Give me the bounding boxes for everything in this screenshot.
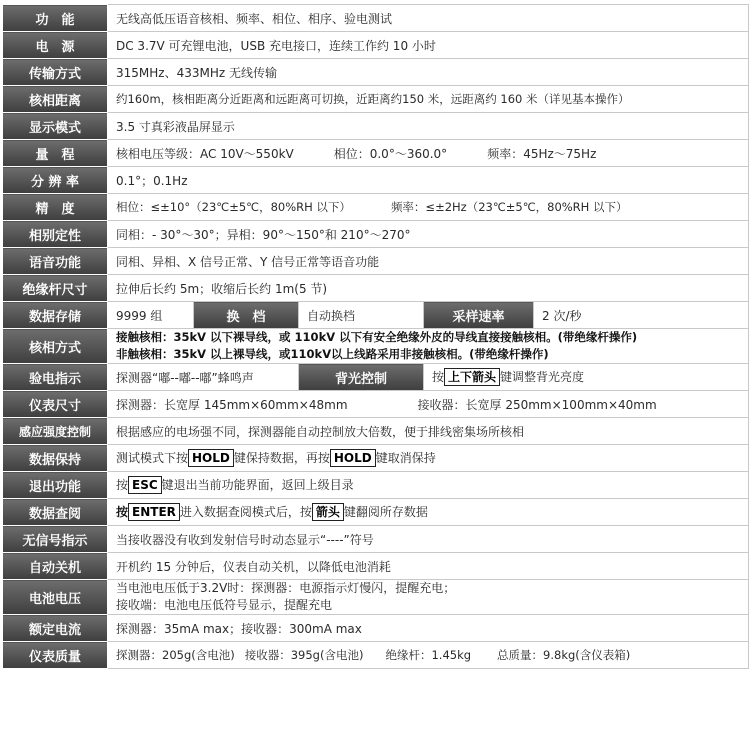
- battery-line-1: 当电池电压低于3.2V时：探测器：电源指示灯慢闪，提醒充电；: [116, 581, 456, 595]
- row-value-sensitivity: 根据感应的电场强不同，探测器能自动控制放大倍数，便于排线密集场所核相: [108, 418, 749, 445]
- row-label-transmission: 传输方式: [3, 59, 108, 86]
- table-row: [3, 642, 749, 669]
- table-row: [3, 615, 749, 642]
- table-row: [3, 5, 749, 32]
- row-value-resolution: 0.1°；0.1Hz: [108, 167, 749, 194]
- query-text-a: 按: [116, 505, 129, 519]
- row-label-storage: 数据存储: [3, 302, 108, 329]
- spec-table: [2, 4, 749, 669]
- row-value-weight: [108, 642, 749, 669]
- weight-rod: 绝缘杆：1.45kg: [385, 648, 472, 662]
- row-label-current: 额定电流: [3, 615, 108, 642]
- sublabel-range-switch: 换 档: [194, 302, 299, 329]
- table-row: [3, 221, 749, 248]
- row-value-dimensions: [108, 391, 749, 418]
- hold-text-b: 键保持数据，再按: [233, 451, 330, 465]
- table-row: [3, 248, 749, 275]
- row-value-current: 探测器：35mA max；接收器：300mA max: [108, 615, 749, 642]
- row-value-rod-size: 拉伸后长约 5m；收缩后长约 1m(5 节): [108, 275, 749, 302]
- hold-text-c: 键取消保持: [375, 451, 436, 465]
- row-label-data-hold: 数据保持: [3, 445, 108, 472]
- noncontact-phase-text: 非触核相：35kV 以上裸导线，或110kV以上线路采用非接触核相。(带绝缘杆操作): [116, 347, 549, 361]
- sublabel-backlight: 背光控制: [299, 364, 424, 391]
- hold-key-label: HOLD: [188, 449, 234, 467]
- hold-text-a: 测试模式下按: [116, 451, 189, 465]
- arrow-key-label: 箭头: [312, 503, 344, 521]
- table-row: [3, 391, 749, 418]
- table-row: [3, 418, 749, 445]
- row-label-auto-off: 自动关机: [3, 553, 108, 580]
- exit-text-b: 键退出当前功能界面，返回上级目录: [161, 478, 354, 492]
- row-label-power: 电 源: [3, 32, 108, 59]
- hold-key-label-2: HOLD: [330, 449, 376, 467]
- enter-key-label: ENTER: [128, 503, 180, 521]
- row-value-data-hold: [108, 445, 749, 472]
- range-phase: 相位：0.0°～360.0°: [333, 146, 448, 161]
- value-range-switch: 自动换档: [299, 302, 424, 329]
- row-value-data-query: [108, 499, 749, 526]
- esc-key-label: ESC: [128, 476, 162, 494]
- table-row: [3, 364, 749, 391]
- row-value-display: 3.5 寸真彩液晶屏显示: [108, 113, 749, 140]
- contact-phase-text: 接触核相：35kV 以下裸导线，或 110kV 以下有安全绝缘外皮的导线直接接触核相。(带绝缘杆操作): [116, 330, 638, 344]
- row-label-electroscope: 验电指示: [3, 364, 108, 391]
- table-row: [3, 445, 749, 472]
- weight-total: 总质量：9.8kg(含仪表箱): [497, 648, 631, 662]
- row-value-power: DC 3.7V 可充锂电池，USB 充电接口，连续工作约 10 小时: [108, 32, 749, 59]
- row-label-rod-size: 绝缘杆尺寸: [3, 275, 108, 302]
- table-row: [3, 499, 749, 526]
- table-row: [3, 140, 749, 167]
- row-label-weight: 仪表质量: [3, 642, 108, 669]
- row-label-phase-mode: 核相方式: [3, 329, 108, 364]
- sublabel-sample-rate: 采样速率: [424, 302, 534, 329]
- row-label-data-query: 数据查阅: [3, 499, 108, 526]
- row-value-no-signal: 当接收器没有收到发射信号时动态显示“----”符号: [108, 526, 749, 553]
- row-label-display: 显示模式: [3, 113, 108, 140]
- query-text-c: 键翻阅所存数据: [343, 505, 428, 519]
- table-row: [3, 472, 749, 499]
- receiver-dimensions: 接收器：长宽厚 250mm×100mm×40mm: [417, 397, 657, 412]
- accuracy-frequency: 频率：≤±2Hz（23℃±5℃，80%RH 以下）: [390, 200, 628, 214]
- row-value-auto-off: 开机约 15 分钟后，仪表自动关机，以降低电池消耗: [108, 553, 749, 580]
- row-value-voice: 同相、异相、X 信号正常、Y 信号正常等语音功能: [108, 248, 749, 275]
- row-value-storage: 9999 组: [108, 302, 194, 329]
- row-value-function: 无线高低压语音核相、频率、相位、相序、验电测试: [108, 5, 749, 32]
- table-row: [3, 113, 749, 140]
- arrow-keys-label: 上下箭头: [444, 368, 500, 386]
- row-value-range: [108, 140, 749, 167]
- row-label-resolution: 分 辨 率: [3, 167, 108, 194]
- battery-line-2: 接收端：电池电压低符号显示，提醒充电: [116, 598, 333, 612]
- row-value-electroscope: 探测器“嘟--嘟--嘟”蜂鸣声: [108, 364, 299, 391]
- row-label-distance: 核相距离: [3, 86, 108, 113]
- table-row: [3, 167, 749, 194]
- row-label-no-signal: 无信号指示: [3, 526, 108, 553]
- table-row: [3, 302, 749, 329]
- row-value-distance: 约160m，核相距离分近距离和远距离可切换，近距离约150 米，远距离约 160 米（详见基本操作）: [108, 86, 749, 113]
- row-value-accuracy: [108, 194, 749, 221]
- weight-detector: 探测器：205g(含电池): [116, 648, 235, 662]
- backlight-press-text: 按: [432, 370, 445, 384]
- row-value-phase-mode: [108, 329, 749, 364]
- table-row: [3, 553, 749, 580]
- value-sample-rate: 2 次/秒: [534, 302, 749, 329]
- backlight-adjust-text: 键调整背光亮度: [500, 370, 585, 384]
- table-row: [3, 329, 749, 364]
- table-row: [3, 86, 749, 113]
- row-label-sensitivity: 感应强度控制: [3, 418, 108, 445]
- row-label-dimensions: 仪表尺寸: [3, 391, 108, 418]
- row-value-battery: [108, 580, 749, 615]
- row-label-range: 量 程: [3, 140, 108, 167]
- row-label-exit: 退出功能: [3, 472, 108, 499]
- table-row: [3, 32, 749, 59]
- row-label-battery: 电池电压: [3, 580, 108, 615]
- table-row: [3, 580, 749, 615]
- exit-text-a: 按: [116, 478, 129, 492]
- row-label-voice: 语音功能: [3, 248, 108, 275]
- row-value-exit: [108, 472, 749, 499]
- accuracy-phase: 相位：≤±10°（23℃±5℃，80%RH 以下）: [116, 200, 351, 214]
- row-label-accuracy: 精 度: [3, 194, 108, 221]
- detector-dimensions: 探测器：长宽厚 145mm×60mm×48mm: [116, 397, 348, 412]
- table-row: [3, 526, 749, 553]
- value-backlight: [424, 364, 749, 391]
- table-row: [3, 194, 749, 221]
- row-value-phase-qualify: 同相：- 30°～30°；异相：90°～150°和 210°～270°: [108, 221, 749, 248]
- row-label-function: 功 能: [3, 5, 108, 32]
- row-label-phase-qualify: 相别定性: [3, 221, 108, 248]
- query-text-b: 进入数据查阅模式后，按: [179, 505, 312, 519]
- table-row: [3, 59, 749, 86]
- range-voltage: 核相电压等级：AC 10V～550kV: [116, 146, 294, 161]
- weight-receiver: 接收器：395g(含电池): [244, 648, 364, 662]
- row-value-transmission: 315MHz、433MHz 无线传输: [108, 59, 749, 86]
- table-row: [3, 275, 749, 302]
- range-frequency: 频率：45Hz～75Hz: [487, 146, 597, 161]
